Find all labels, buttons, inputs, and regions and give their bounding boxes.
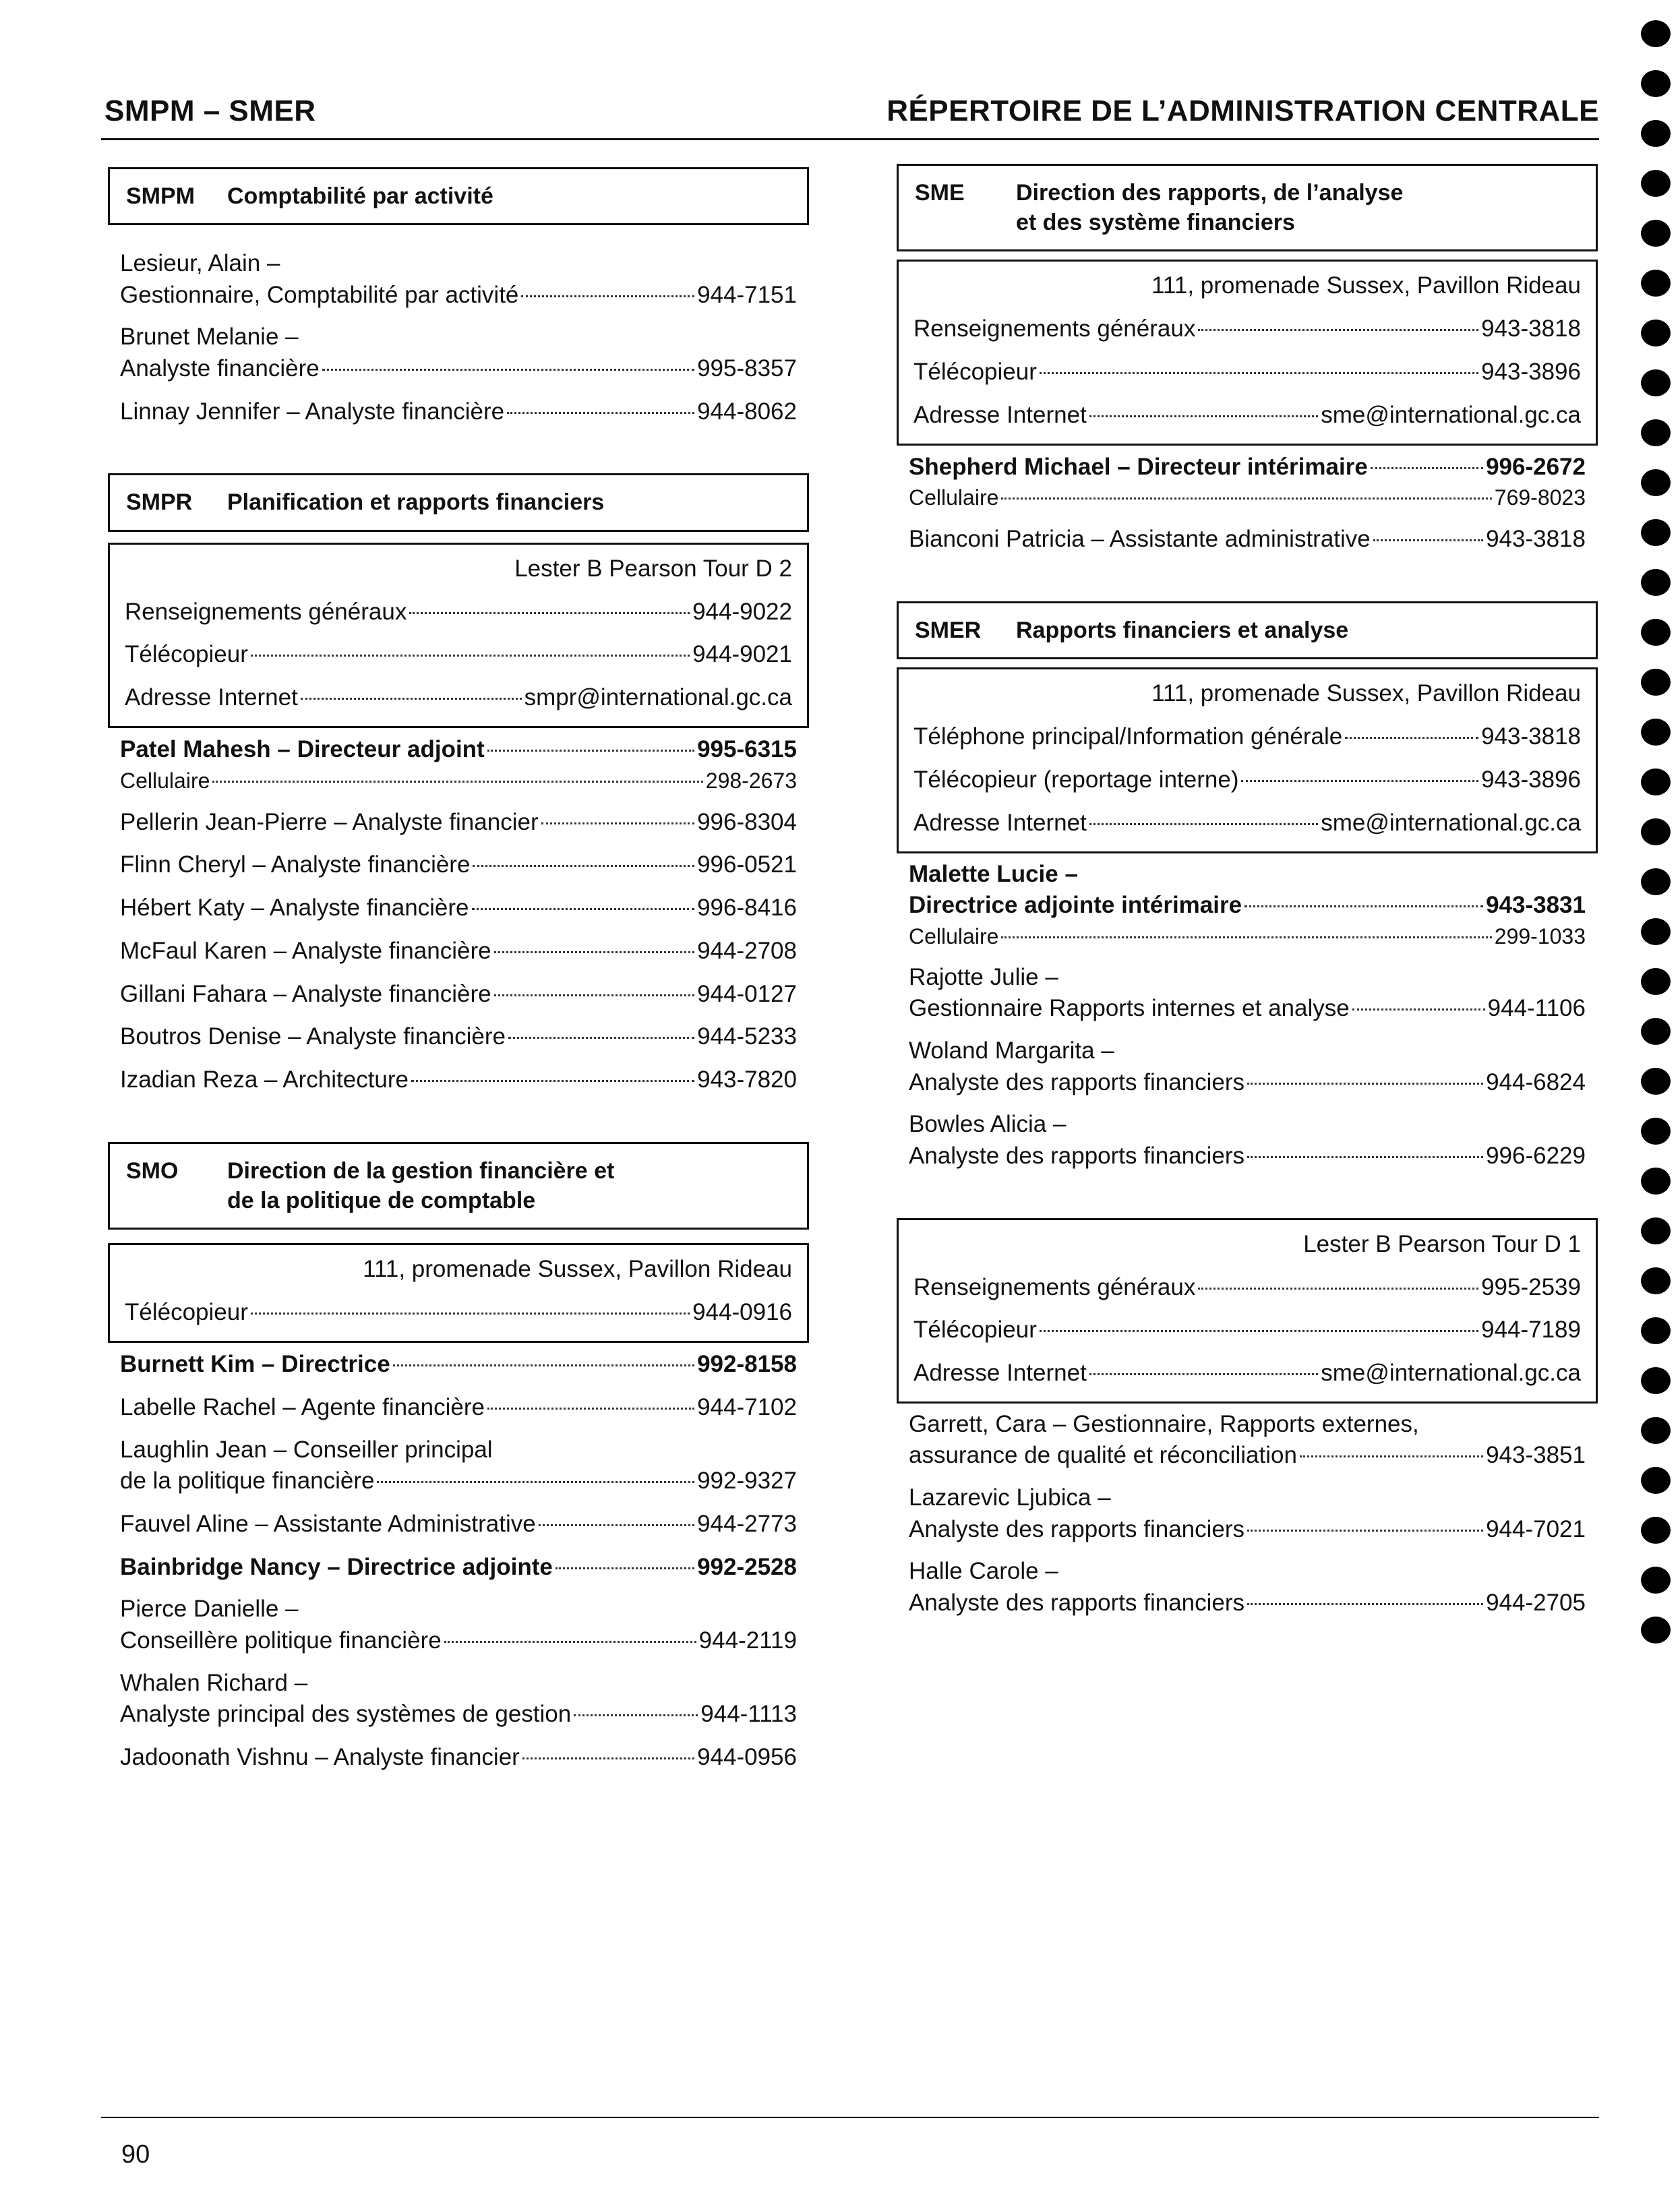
entry-name: Izadian Reza – Architecture [120,1066,409,1093]
leader-dots [494,994,694,996]
directory-entry [108,930,809,973]
directory-entry [108,1503,809,1546]
section-title-line-1: Direction de la gestion financière et [227,1157,615,1184]
leader-dots [1089,1373,1318,1375]
binding-hole [1641,1118,1671,1145]
binding-hole [1641,918,1671,945]
leader-dots [1198,329,1478,331]
smer-section-header [897,601,1598,659]
cellphone-row [120,766,797,795]
entry-name: Patel Mahesh – Directeur adjoint [120,735,485,762]
binding-hole [1641,1317,1671,1344]
leader-dots [393,1364,694,1366]
directory-row [909,451,1586,483]
entry-phone: 944-9022 [692,598,792,625]
directory-entry [108,1662,809,1736]
entry-phone: 944-1113 [700,1701,797,1727]
directory-row [125,676,792,719]
binding-hole [1641,868,1671,895]
entry-phone: 943-3896 [1481,766,1581,793]
directory-entry [108,1343,809,1386]
binding-hole [1641,70,1671,97]
binding-hole [1641,320,1671,346]
entry-phone: smpr@international.gc.ca [524,684,792,711]
smpm-entry-list [108,243,809,433]
smpm-section-header [108,167,809,225]
entry-name-line: Brunet Melanie – [120,324,299,351]
directory-row [913,394,1581,437]
entry-name: Jadoonath Vishnu – Analyste financier [120,1743,520,1770]
leader-dots [377,1481,694,1483]
directory-row [913,1266,1581,1309]
section-title [227,1156,614,1215]
entry-name: Renseignements généraux [913,315,1196,342]
leader-dots [487,1408,694,1410]
cell-label: Cellulaire [909,485,999,510]
directory-row [913,1352,1581,1395]
directory-entry [108,1736,809,1779]
directory-entry [108,316,809,390]
directory-entry [108,843,809,886]
address-line: 111, promenade Sussex, Pavillon Rideau [1151,272,1581,299]
leader-dots [556,1567,694,1569]
entry-name-line: Rajotte Julie – [909,963,1058,990]
entry-name: Analyste des rapports financiers [909,1589,1245,1616]
leader-dots [322,369,694,371]
binding-hole [1641,20,1671,47]
section-code: SMO [126,1157,179,1184]
entry-name-line: Laughlin Jean – Conseiller principal [120,1436,493,1463]
directory-row [120,1625,797,1657]
entry-name: McFaul Karen – Analyste financière [120,937,491,964]
entry-phone: 944-2119 [698,1627,797,1654]
binding-hole [1641,719,1671,746]
leader-dots [1001,498,1491,500]
directory-entry [108,973,809,1016]
directory-row [120,892,797,924]
directory-title-header: RÉPERTOIRE DE L’ADMINISTRATION CENTRALE [887,94,1599,127]
entry-name: de la politique financière [120,1468,375,1494]
entry-phone: 995-2539 [1481,1273,1581,1300]
smpr-address-box [108,543,809,728]
cell-number: 769-8023 [1494,485,1586,510]
binding-holes [1641,20,1672,1666]
section-code: SMER [915,617,982,644]
directory-entry [108,1386,809,1429]
directory-entry [108,1546,809,1589]
section-range-header: SMPM – SMER [104,94,316,127]
smer-address-box [897,667,1598,853]
binding-hole [1641,120,1671,147]
entry-phone: 996-6229 [1486,1142,1586,1169]
directory-row [913,758,1581,802]
leader-dots [487,750,694,752]
leader-dots [508,1037,694,1039]
entry-name: Directrice adjointe intérimaire [909,892,1242,919]
directory-entry [897,957,1598,1030]
binding-hole [1641,1168,1671,1195]
directory-entry [897,1477,1598,1550]
entry-name: Télécopieur (reportage interne) [913,766,1239,793]
tour-d1-address-box [897,1218,1598,1404]
entry-phone: 944-7151 [697,281,797,308]
directory-row [909,523,1586,555]
entry-phone: sme@international.gc.ca [1321,1360,1581,1387]
entry-name: Analyste financière [120,355,320,382]
binding-hole [1641,1417,1671,1444]
entry-phone: 995-8357 [697,355,797,382]
directory-row [120,1465,797,1497]
directory-row [909,1439,1586,1472]
leader-dots [522,1757,694,1759]
directory-row [120,733,797,766]
leader-dots [1345,737,1478,739]
entry-name: Adresse Internet [913,809,1087,836]
section-title: Comptabilité par activité [227,183,493,209]
entry-phone: 943-7820 [697,1066,797,1093]
entry-name-line: Garrett, Cara – Gestionnaire, Rapports externes, [909,1410,1419,1437]
directory-entry [108,1015,809,1058]
binding-hole [1641,1217,1671,1244]
leader-dots [1198,1288,1478,1290]
entry-name-line: Malette Lucie – [909,860,1078,887]
entry-name: Adresse Internet [913,401,1087,428]
binding-hole [1641,469,1671,496]
binding-hole [1641,419,1671,446]
entry-name: Burnett Kim – Directrice [120,1351,390,1377]
smo-entry-list [108,1343,809,1779]
entry-phone: 944-7102 [697,1393,797,1420]
entry-phone: 992-2528 [697,1553,797,1580]
entry-phone: 944-0956 [697,1743,797,1770]
entry-phone: sme@international.gc.ca [1321,809,1581,836]
section-title-line-2: et des système financiers [1016,210,1295,236]
binding-hole [1641,170,1671,197]
entry-name: Pellerin Jean-Pierre – Analyste financier [120,808,539,835]
entry-phone: 944-5233 [697,1023,797,1050]
entry-name: Télécopieur [125,641,248,668]
address-line: Lester B Pearson Tour D 1 [1303,1230,1581,1257]
leader-dots [1373,539,1483,541]
entry-name: Analyste des rapports financiers [909,1515,1245,1542]
directory-row [120,1348,797,1381]
entry-name: Conseillère politique financière [120,1627,442,1654]
directory-row [120,935,797,967]
directory-entry [897,1404,1598,1477]
directory-row [120,353,797,385]
leader-dots [251,1313,690,1315]
directory-row [125,1291,792,1334]
directory-entry [108,801,809,844]
entry-name: Gestionnaire Rapports internes et analyse [909,995,1350,1022]
directory-row [120,849,797,881]
directory-row [125,591,792,634]
leader-dots [1244,905,1483,907]
binding-hole [1641,669,1671,696]
leader-dots [473,865,694,867]
entry-name-line: Halle Carole – [909,1558,1058,1585]
cell-label: Cellulaire [909,924,999,948]
entry-phone: 943-3831 [1486,892,1586,919]
directory-row [909,1513,1586,1546]
leader-dots [1247,1083,1483,1085]
entry-name: Analyste des rapports financiers [909,1142,1245,1169]
cell-label: Cellulaire [120,768,210,793]
entry-name: Adresse Internet [125,684,298,711]
entry-name: Adresse Internet [913,1360,1087,1387]
directory-entry [108,1429,809,1503]
leader-dots [1001,936,1491,938]
directory-row [913,715,1581,758]
entry-phone: 944-7021 [1486,1515,1586,1542]
binding-hole [1641,270,1671,297]
binding-hole [1641,968,1671,995]
section-title: Planification et rapports financiers [227,489,605,516]
directory-row [913,351,1581,394]
sme-director-entry [897,446,1598,518]
binding-hole [1641,1617,1671,1644]
directory-entry [108,886,809,930]
binding-hole [1641,1567,1671,1594]
leader-dots [411,1080,694,1082]
sme-address-box [897,260,1598,445]
leader-dots [1040,1330,1478,1332]
directory-row [120,1551,797,1584]
address-line: 111, promenade Sussex, Pavillon Rideau [363,1256,792,1283]
entry-name: Labelle Rachel – Agente financière [120,1393,485,1420]
binding-hole [1641,768,1671,795]
binding-hole [1641,1068,1671,1095]
entry-name-line: Woland Margarita – [909,1037,1114,1064]
entry-name: Flinn Cheryl – Analyste financière [120,851,471,878]
cellphone-row [909,922,1586,951]
leader-dots [494,951,695,953]
leader-dots [251,655,690,657]
directory-row [120,1021,797,1053]
entry-name: Bianconi Patricia – Assistante administrative [909,526,1371,553]
directory-row [909,1140,1586,1172]
directory-row [120,1064,797,1096]
entry-phone: 944-6824 [1486,1068,1586,1095]
entry-name: Gillani Fahara – Analyste financière [120,980,491,1007]
contact-info-list [913,307,1581,436]
leader-dots [1040,372,1478,374]
entry-name-line: Lazarevic Ljubica – [909,1484,1111,1511]
page-number: 90 [121,2140,150,2169]
leader-dots [1300,1455,1483,1457]
leader-dots [539,1524,694,1526]
entry-name: Renseignements généraux [125,598,407,625]
section-code: SMPR [126,489,193,516]
directory-entry [108,1058,809,1102]
entry-name: Télécopieur [125,1299,248,1326]
leader-dots [1247,1530,1483,1532]
directory-row [909,1066,1586,1099]
entry-name-line: Lesieur, Alain – [120,250,280,277]
entry-phone: 996-0521 [697,851,797,878]
entry-phone: 944-7189 [1481,1317,1581,1344]
section-title [1016,178,1403,237]
entry-name-line: Whalen Richard – [120,1669,308,1696]
directory-row [909,992,1586,1025]
entry-name: Télécopieur [913,1317,1037,1344]
section-code: SME [915,180,965,206]
tour-d1-entry-list [897,1404,1598,1625]
entry-phone: 944-0916 [692,1299,792,1326]
entry-name: Renseignements généraux [913,1273,1196,1300]
directory-row [913,307,1581,351]
binding-hole [1641,369,1671,396]
entry-name: Hébert Katy – Analyste financière [120,895,469,922]
entry-name: Linnay Jennifer – Analyste financière [120,398,505,425]
smpr-entry-list [108,801,809,1102]
entry-phone: 943-3818 [1481,315,1581,342]
entry-phone: 944-2773 [697,1510,797,1537]
binding-hole [1641,619,1671,646]
directory-row [909,1587,1586,1619]
address-line: 111, promenade Sussex, Pavillon Rideau [1151,680,1581,707]
binding-hole [1641,1367,1671,1394]
entry-phone: 992-8158 [697,1351,797,1377]
entry-name: Fauvel Aline – Assistante Administrative [120,1510,536,1537]
directory-row [120,396,797,428]
directory-row [120,806,797,839]
leader-dots [1247,1156,1483,1158]
smer-entry-list [897,957,1598,1178]
contact-info-list [125,591,792,719]
entry-phone: 943-3818 [1486,526,1586,553]
entry-phone: 943-3818 [1481,723,1581,750]
entry-phone: 996-8304 [697,808,797,835]
sme-section-header [897,164,1598,251]
leader-dots [521,295,694,297]
entry-name: Shepherd Michael – Directeur intérimaire [909,453,1368,480]
leader-dots [409,612,690,614]
address-line: Lester B Pearson Tour D 2 [514,555,792,582]
section-title: Rapports financiers et analyse [1016,617,1349,644]
leader-dots [212,781,702,783]
directory-row [120,1698,797,1730]
directory-entry [108,390,809,433]
leader-dots [444,1641,696,1643]
entry-phone: 992-9327 [697,1468,797,1494]
section-code: SMPM [126,183,195,209]
directory-entry [108,243,809,316]
header-rule [101,138,1599,140]
smo-section-header [108,1142,809,1230]
leader-dots [301,698,522,700]
directory-row [120,1391,797,1424]
leader-dots [507,412,694,414]
smer-director-entry [897,853,1598,957]
directory-row [120,978,797,1011]
directory-row [120,279,797,311]
entry-name: Téléphone principal/Information générale [913,723,1343,750]
section-title-line-1: Direction des rapports, de l’analyse [1016,180,1404,206]
directory-row [125,633,792,676]
entry-phone: 944-9021 [692,641,792,668]
binding-hole [1641,1467,1671,1494]
entry-phone: 996-8416 [697,895,797,922]
cell-number: 299-1033 [1494,924,1586,948]
directory-entry [897,518,1598,561]
leader-dots [1089,415,1318,417]
leader-dots [1371,467,1483,469]
entry-name: Analyste principal des systèmes de gestion [120,1701,572,1727]
entry-phone: 943-3851 [1486,1442,1586,1469]
entry-name: Boutros Denise – Analyste financière [120,1023,506,1050]
directory-entry [108,1588,809,1662]
cellphone-row [909,483,1586,512]
entry-name: Analyste des rapports financiers [909,1068,1245,1095]
entry-name: Télécopieur [913,359,1037,386]
binding-hole [1641,1267,1671,1294]
leader-dots [1241,780,1478,782]
directory-row [120,1741,797,1774]
entry-phone: sme@international.gc.ca [1321,401,1581,428]
footer-rule [101,2117,1599,2118]
leader-dots [541,822,694,824]
directory-row [913,802,1581,845]
binding-hole [1641,569,1671,596]
binding-hole [1641,1018,1671,1045]
binding-hole [1641,220,1671,247]
section-title-line-2: de la politique de comptable [227,1188,536,1214]
leader-dots [574,1714,698,1716]
directory-row [120,1508,797,1540]
binding-hole [1641,1517,1671,1544]
entry-phone: 944-2708 [697,937,797,964]
leader-dots [1089,823,1318,825]
contact-info-list [913,1266,1581,1395]
entry-phone: 944-0127 [697,980,797,1007]
entry-name-line: Pierce Danielle – [120,1596,299,1623]
entry-name: assurance de qualité et réconciliation [909,1442,1297,1469]
leader-dots [1352,1008,1485,1011]
directory-row [913,1308,1581,1352]
entry-phone: 995-6315 [697,735,797,762]
entry-name-line: Bowles Alicia – [909,1111,1067,1138]
binding-hole [1641,519,1671,546]
sme-entry-list [897,518,1598,561]
left-column [108,167,809,1779]
entry-phone: 943-3896 [1481,359,1581,386]
binding-hole [1641,818,1671,845]
entry-phone: 944-1106 [1487,995,1586,1022]
entry-phone: 996-2672 [1486,453,1586,480]
entry-name: Bainbridge Nancy – Directrice adjointe [120,1553,553,1580]
leader-dots [472,908,695,910]
directory-row [909,889,1586,922]
directory-entry [897,1104,1598,1177]
entry-phone: 944-8062 [697,398,797,425]
cell-number: 298-2673 [705,768,797,793]
entry-name: Gestionnaire, Comptabilité par activité [120,281,519,308]
contact-info-list [125,1291,792,1334]
smpr-director-entry [108,728,809,801]
directory-entry [897,1550,1598,1624]
smpr-section-header [108,473,809,531]
directory-entry [897,1030,1598,1104]
right-column [897,164,1598,1625]
smo-address-box [108,1243,809,1343]
leader-dots [1247,1603,1483,1605]
entry-phone: 944-2705 [1486,1589,1586,1616]
contact-info-list [913,715,1581,844]
